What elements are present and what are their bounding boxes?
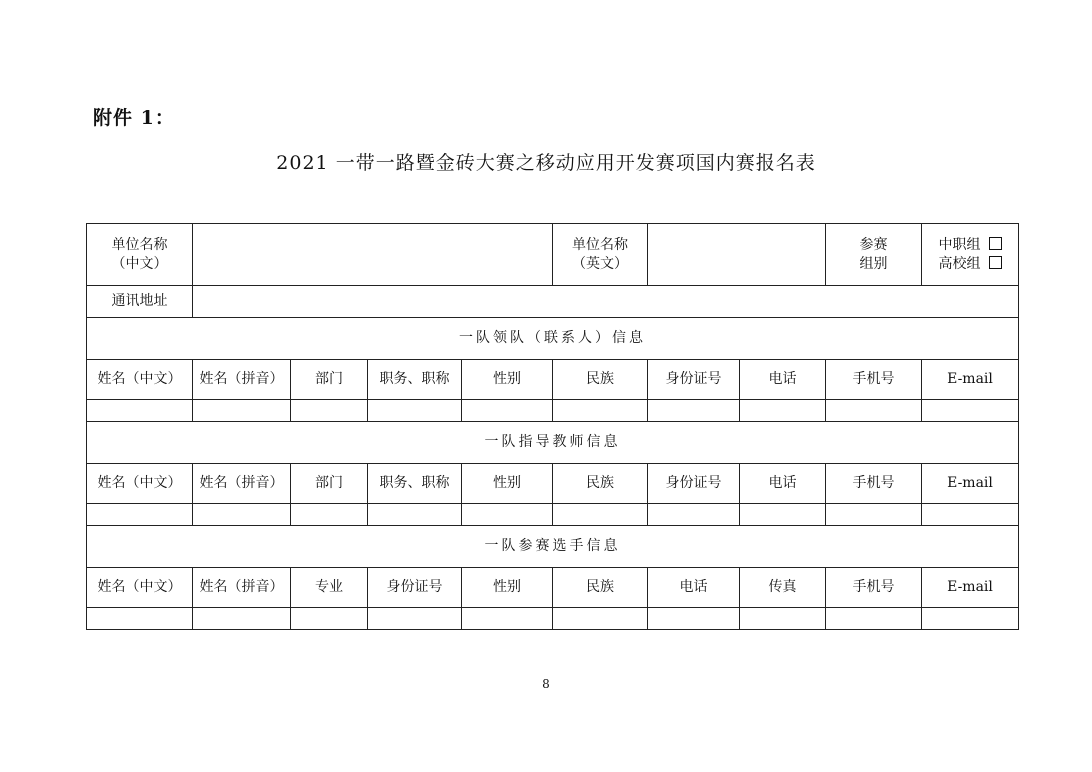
entry-cell[interactable] (826, 400, 922, 422)
page-number: 8 (542, 677, 550, 691)
player-header-row (87, 568, 1019, 608)
column-header: 职务、职称 (368, 360, 462, 400)
entry-cell[interactable] (648, 608, 740, 630)
teacher-section-title: 一队指导教师信息 (87, 422, 1019, 464)
leader-entry-row (87, 400, 1019, 422)
entry-cell[interactable] (193, 608, 291, 630)
column-header: 电话 (740, 464, 826, 504)
entry-cell[interactable] (740, 504, 826, 526)
column-header: 民族 (553, 464, 648, 504)
entry-cell[interactable] (193, 504, 291, 526)
entry-cell[interactable] (87, 400, 193, 422)
column-header: 姓名（中文） (87, 568, 193, 608)
group-option-college[interactable] (922, 255, 1018, 274)
leader-section-title: 一队领队（联系人）信息 (87, 318, 1019, 360)
column-header: 职务、职称 (368, 464, 462, 504)
entry-cell[interactable] (826, 608, 922, 630)
column-header: 电话 (740, 360, 826, 400)
entry-cell[interactable] (648, 400, 740, 422)
entry-cell[interactable] (291, 608, 368, 630)
entry-cell[interactable] (193, 400, 291, 422)
column-header: 专业 (291, 568, 368, 608)
column-header: 民族 (553, 360, 648, 400)
entry-cell[interactable] (740, 400, 826, 422)
entry-cell[interactable] (462, 608, 553, 630)
column-header: 手机号 (826, 360, 922, 400)
column-header: 姓名（拼音） (193, 464, 291, 504)
column-header: 姓名（中文） (87, 464, 193, 504)
checkbox-icon[interactable] (989, 256, 1002, 269)
teacher-entry-row (87, 504, 1019, 526)
column-header: 部门 (291, 464, 368, 504)
unit-name-en-field[interactable] (648, 224, 826, 286)
column-header: 性别 (462, 464, 553, 504)
column-header: 性别 (462, 360, 553, 400)
unit-name-en-line2: （英文） (572, 255, 628, 272)
entry-cell[interactable] (87, 504, 193, 526)
registration-form-table (86, 223, 1019, 630)
column-header: 手机号 (826, 568, 922, 608)
column-header: E-mail (922, 464, 1019, 504)
group-options (922, 224, 1019, 286)
entry-cell[interactable] (826, 504, 922, 526)
teacher-section-row (87, 422, 1019, 464)
address-label: 通讯地址 (87, 286, 193, 318)
group-label-line1: 参赛 (859, 236, 888, 253)
column-header: 传真 (740, 568, 826, 608)
column-header: E-mail (922, 360, 1019, 400)
group-option-college-label: 高校组 (938, 255, 981, 272)
entry-cell[interactable] (553, 400, 648, 422)
column-header: 身份证号 (648, 360, 740, 400)
entry-cell[interactable] (368, 608, 462, 630)
entry-cell[interactable] (87, 608, 193, 630)
form-title: 2021 一带一路暨金砖大赛之移动应用开发赛项国内赛报名表 (276, 152, 816, 174)
column-header: 民族 (553, 568, 648, 608)
entry-cell[interactable] (922, 400, 1019, 422)
column-header: 性别 (462, 568, 553, 608)
unit-name-en-label (553, 224, 648, 286)
player-section-title: 一队参赛选手信息 (87, 526, 1019, 568)
entry-cell[interactable] (291, 504, 368, 526)
column-header: 身份证号 (368, 568, 462, 608)
column-header: 身份证号 (648, 464, 740, 504)
column-header: 姓名（中文） (87, 360, 193, 400)
unit-name-cn-line1: 单位名称 (111, 236, 168, 253)
teacher-header-row (87, 464, 1019, 504)
unit-name-cn-line2: （中文） (111, 255, 168, 272)
entry-cell[interactable] (368, 504, 462, 526)
entry-cell[interactable] (462, 400, 553, 422)
checkbox-icon[interactable] (989, 237, 1002, 250)
entry-cell[interactable] (368, 400, 462, 422)
unit-row (87, 224, 1019, 286)
unit-name-cn-field[interactable] (193, 224, 553, 286)
unit-name-en-line1: 单位名称 (572, 236, 628, 253)
entry-cell[interactable] (553, 504, 648, 526)
column-header: 部门 (291, 360, 368, 400)
leader-header-row (87, 360, 1019, 400)
entry-cell[interactable] (740, 608, 826, 630)
address-row (87, 286, 1019, 318)
entry-cell[interactable] (922, 504, 1019, 526)
entry-cell[interactable] (462, 504, 553, 526)
group-label (826, 224, 922, 286)
unit-name-cn-label (87, 224, 193, 286)
group-option-secondary-label: 中职组 (938, 236, 981, 253)
player-section-row (87, 526, 1019, 568)
entry-cell[interactable] (648, 504, 740, 526)
group-label-line2: 组别 (859, 255, 888, 272)
leader-section-row (87, 318, 1019, 360)
group-option-secondary[interactable] (922, 236, 1018, 255)
entry-cell[interactable] (291, 400, 368, 422)
column-header: 电话 (648, 568, 740, 608)
entry-cell[interactable] (922, 608, 1019, 630)
column-header: 手机号 (826, 464, 922, 504)
address-field[interactable] (193, 286, 1019, 318)
entry-cell[interactable] (553, 608, 648, 630)
player-entry-row (87, 608, 1019, 630)
column-header: 姓名（拼音） (193, 360, 291, 400)
column-header: 姓名（拼音） (193, 568, 291, 608)
column-header: E-mail (922, 568, 1019, 608)
attachment-label: 附件 1： (93, 107, 175, 129)
